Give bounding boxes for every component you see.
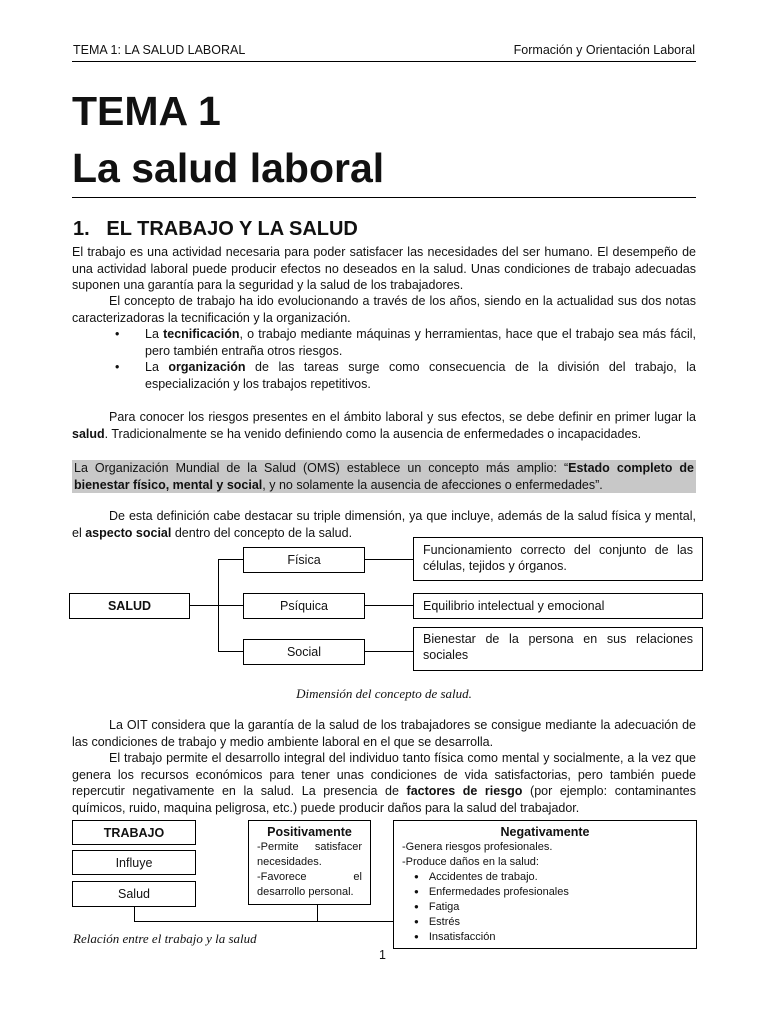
psiquica-box: Psíquica [243,593,365,619]
title-divider [72,197,696,198]
chapter-number: TEMA 1 [72,88,221,134]
bullet-marker: • [115,360,120,374]
diagram-caption: Dimensión del concepto de salud. [296,686,472,701]
bullet-text: La [145,360,169,374]
header-section-title: TEMA 1: LA SALUD LABORAL [73,43,246,57]
salud-box: Salud [72,881,196,907]
paragraph-text: De esta definición cabe destacar su triple dimensión, ya que incluye, además de la salud física y mental, el [72,509,696,540]
negative-effects-box [393,820,697,949]
influye-box: Influye [72,850,196,875]
social-description: Bienestar de la persona en sus relaciones sociales [413,627,703,671]
positive-item: -Permite satisfacer necesidades. [257,841,362,868]
bold-term: factores de riesgo [406,784,523,798]
bullet-text: , o trabajo mediante máquinas y herramientas, hace que el trabajo sea más fácil, pero también entraña otros riesgos. [145,327,696,358]
connector-line [218,605,244,606]
bullet-tecnificacion [145,326,696,359]
salud-root-box: SALUD [69,593,190,619]
bullet-text: La [145,327,164,341]
bullet-text: de las tareas surge como consecuencia de la división del trabajo, la especialización y los trabajos repetitivos. [145,360,696,391]
bullet-organizacion [145,359,696,392]
diagram-caption: Relación entre el trabajo y la salud [73,931,257,946]
page-number: 1 [379,948,386,962]
fisica-description: Funcionamiento correcto del conjunto de las células, tejidos y órganos. [413,537,703,581]
negative-item: -Genera riesgos profesionales. [402,841,553,853]
connector-line [364,605,414,606]
connector-line [218,559,244,560]
connector-line [134,921,394,922]
psiquica-description: Equilibrio intelectual y emocional [413,593,703,619]
paragraph-text: Para conocer los riesgos presentes en el ámbito laboral y sus efectos, se debe definir en primer lugar la [109,410,696,424]
paragraph-oit: La OIT considera que la garantía de la salud de los trabajadores se consigue mediante la adecuación de las condiciones de trabajo y medio ambiente laboral en el que se desarrolla. [72,718,696,749]
fisica-box: Física [243,547,365,573]
bullet-marker: • [115,327,120,341]
paragraph-concept: El concepto de trabajo ha ido evolucionando a través de los años, siendo en la actualidad sus dos notas caracterizadoras la tecnificación y la organización. [72,294,696,325]
connector-line [134,907,135,922]
connector-line [317,904,318,922]
paragraph-risk-factors [72,750,696,816]
paragraph-salud-definition [72,409,696,442]
connector-line [364,651,414,652]
highlight-bold-term: Estado completo de bienestar físico, mental y social [74,461,694,492]
negative-title: Negativamente [500,825,590,839]
positive-title: Positivamente [267,825,352,839]
damage-list-item: ● Fatiga [424,900,688,915]
trabajo-box: TRABAJO [72,820,196,845]
damage-list-item: ● Insatisfacción [424,930,688,945]
bullet-bold-term: organización [168,360,246,374]
social-box: Social [243,639,365,665]
bold-term: salud [72,426,105,441]
highlight-text: La Organización Mundial de la Salud (OMS) establece un concepto más amplio: “ [74,461,569,475]
bullet-bold-term: tecnificación [163,327,240,341]
chapter-title: La salud laboral [72,145,385,191]
connector-line [364,559,414,560]
header-subject: Formación y Orientación Laboral [513,43,695,57]
paragraph-text: (por ejemplo: contaminantes químicos, ruido, maquina peligrosa, etc.) puede producir daños para la salud del trabajador. [72,784,697,815]
header-divider [72,61,696,62]
positive-effects-box [248,820,371,905]
damage-list [402,870,688,945]
paragraph-text: dentro del concepto de la salud. [171,525,353,540]
paragraph-text: El trabajo permite el desarrollo integral del individuo tanto física como mental y socialmente, a la vez que genera los recursos económicos para tener unas condiciones de vida satisfactorias, pero también puede repercutir negativamente en la salud. La presencia de [72,751,696,798]
connector-line [189,605,218,606]
damage-list-item: ● Estrés [424,915,688,930]
damage-list-item: ● Accidentes de trabajo. [424,870,688,885]
connector-line [218,651,244,652]
negative-item: -Produce daños en la salud: [402,856,539,868]
damage-list-item: ● Enfermedades profesionales [424,885,688,900]
paragraph-intro: El trabajo es una actividad necesaria para poder satisfacer las necesidades del ser humano. El desempeño de una actividad laboral puede producir efectos no deseados en la salud. Unas condiciones de trabajo adecuadas suponen una garantía para la seguridad y la salud de los trabajadores. [72,245,696,292]
section-heading: 1. EL TRABAJO Y LA SALUD [73,218,358,240]
bold-term: aspecto social [85,525,172,540]
highlighted-oms-definition [72,460,696,493]
paragraph-text: . Tradicionalmente se ha venido definiendo como la ausencia de enfermedades o incapacidades. [104,426,642,441]
positive-item: -Favorece el desarrollo personal. [257,871,362,898]
highlight-text: , y no solamente la ausencia de afecciones o enfermedades”. [262,477,603,492]
